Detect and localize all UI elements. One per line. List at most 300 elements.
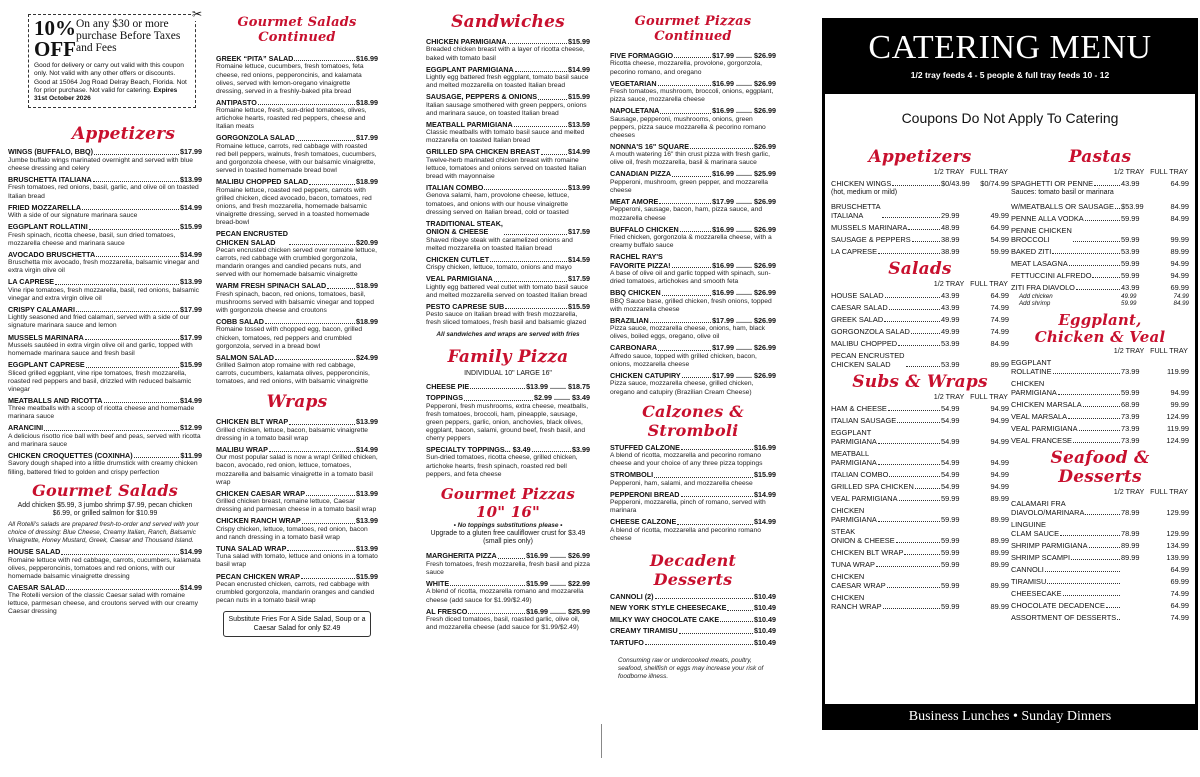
catering-row [831,428,1009,446]
catering-row [1011,499,1189,517]
catering-item [1011,214,1121,223]
dot-leader [885,297,940,298]
catering-item [1011,541,1121,550]
half-tray-price: 59.99 [1121,234,1140,244]
half-tray-price: 59.99 [941,535,960,545]
menu-item [610,604,776,612]
menu-item-header [8,424,202,432]
dot-leader [897,422,940,423]
menu-item [426,383,590,391]
menu-item-price: $15.99 [568,92,590,102]
full-tray-price: 94.99 [990,481,1009,491]
dot-leader [484,189,567,190]
full-tray-price: 94.99 [990,457,1009,467]
wraps-list [216,418,378,605]
dot-leader [681,449,753,450]
catering-row [831,315,1009,324]
menu-item-description: BBQ Sauce base, grilled chicken, fresh onions, topped with mozzarella cheese [610,297,772,313]
section-title-sandwiches: Sandwiches [451,12,565,32]
full-tray-header: FULL TRAY [970,278,1008,288]
catering-item [1011,520,1121,538]
menu-item [426,552,590,577]
catering-item [1011,601,1121,610]
menu-item-description: A blend of ricotta, mozzarella and pecorino romano cheese and your choice of any three pizza toppings [610,452,763,468]
half-tray-price: 54.99 [941,481,960,491]
menu-item [8,452,202,477]
dot-leader [883,608,940,609]
menu-item-header [8,251,202,259]
catering-item [1011,613,1121,622]
dot-leader [327,288,355,289]
catering-item [831,404,941,413]
menu-item-name: CHICKEN CATUPIRY [610,371,681,381]
half-tray-price: 54.99 [941,436,960,446]
catering-row [1011,226,1189,244]
menu-item-header [8,548,202,556]
catering-row [1011,613,1189,622]
dot-leader [1115,208,1120,209]
full-tray-price: 94.99 [990,415,1009,425]
menu-item-header [610,289,776,297]
dot-leader [908,229,940,230]
dot-leader [1068,418,1120,419]
menu-item-price: $13.99 ........ $18.75 [526,381,590,391]
half-tray-price: 48.99 [941,222,960,232]
menu-item-name: BRUSCHETTA ITALIANA [8,175,92,185]
catering-item-name: LINGUINE CLAM SAUCE [1011,519,1060,538]
half-tray-price: 59.99 [941,493,960,503]
full-tray-price: 89.99 [990,493,1009,503]
dot-leader [889,476,940,477]
menu-item-description: Breaded chicken breast with a layer of ricotta cheese, baked with tomato basil [426,46,585,62]
menu-item-price: $14.99 [754,517,776,527]
full-tray-header: FULL TRAY [1150,345,1188,355]
catering-item-name: VEAL MARSALA [1011,411,1067,421]
catering-row [831,339,1009,348]
catering-item-name: TIRAMISU [1011,576,1047,586]
full-tray-price: 74.99 [990,302,1009,312]
full-tray-price: 94.99 [990,403,1009,413]
menu-item [610,616,776,624]
dot-leader [505,308,567,309]
menu-item [610,107,776,140]
menu-item-header [610,107,776,115]
menu-item-price: $14.99 [356,444,378,454]
menu-item-header [426,394,590,402]
dot-leader [1073,442,1120,443]
menu-item-name: CHICKEN RANCH WRAP [216,516,301,526]
dot-leader [265,323,355,324]
menu-item-description: Lightly egg battered veal cutlet with tomato basil sauce and melted mozzarella served on toasted Italian bread [426,283,589,299]
half-tray-price: 73.99 [1121,435,1140,445]
catering-item [831,235,941,244]
gourmet-pizzas-list [426,552,590,632]
menu-item-name: STUFFED CALZONE [610,442,680,452]
dot-leader [1060,535,1120,536]
sandwiches-fries-note: All sandwiches and wraps are served with fries [436,331,580,339]
menu-item [8,148,202,173]
menu-item-price: $13.59 [568,119,590,129]
full-tray-price: 64.99 [1170,179,1189,188]
menu-item [8,334,202,359]
menu-item-header [426,121,590,129]
catering-row [1011,412,1189,421]
catering-item [1011,589,1121,598]
menu-item-price: $24.99 [356,352,378,362]
full-tray-header: FULL TRAY [1150,167,1188,176]
catering-row [1011,565,1189,574]
menu-item-header [610,344,776,352]
full-tray-price: 124.99 [1166,435,1189,445]
dot-leader [878,443,940,444]
menu-item-price: $17.99 ........ $26.99 [712,315,776,325]
catering-item-name: VEAL FRANCESE [1011,435,1072,445]
menu-item [610,639,776,647]
menu-item [610,52,776,77]
catering-item-name: VEAL PARMIGIANA [1011,423,1078,433]
dot-leader [645,644,753,645]
menu-item-name: NONNA'S 16" SQUARE [610,141,690,151]
menu-item-name: LA CAPRESE [8,277,55,287]
catering-item-name: GREEK SALAD [831,314,884,324]
menu-item-price: $10.49 [754,591,776,601]
dot-leader [658,350,711,351]
dot-leader [681,496,754,497]
menu-item-description: Lightly egg battered fresh eggplant, tomato basil sauce and melted mozzarella on toasted Italian bread [426,74,589,90]
menu-item-description: Lightly seasoned and fried calamari, served with a side of our signature marinara sauce and lemon [8,314,190,330]
dot-leader [269,451,355,452]
dot-leader [1047,583,1120,584]
full-tray-price: 89.99 [1170,246,1189,256]
catering-item [831,572,941,590]
menu-item-description: With a side of our signature marinara sauce [8,212,138,220]
menu-item-description: Pecan encrusted chicken served over romaine lettuce, carrots, red cabbage with crumbled gorgonzola, mandarin oranges and candied pecans nuts, and served with our homemade balsamic vinaigrette [216,246,377,279]
dot-leader [302,523,355,524]
menu-item-name: MEATBALLS AND RICOTTA [8,395,103,405]
dot-leader [258,104,355,105]
section-title-calzones: Calzones & Stromboli [642,401,744,440]
menu-item-description: Pepperoni, fresh mushrooms, extra cheese, meatballs, fresh tomatoes, broccoli, ham, pineapple, sausage, green peppers, garlic, onion, anchovies, black olives, eggplant, bacon, salami, ground beef, fresh basil, and cherry peppers [426,402,589,442]
dot-leader [1117,619,1120,620]
coupon-discount: 10% OFF [34,16,76,61]
dot-leader [1071,559,1120,560]
catering-item-name: SHRIMP SCAMPI [1011,552,1070,562]
menu-item-price: $2.99 ........ $3.49 [534,393,590,403]
catering-item [831,494,941,503]
menu-item-description: Grilled chicken, lettuce, bacon, balsamic vinaigrette dressing in a tomato basil wrap [216,426,369,442]
catering-item-name: CHICKEN PARMIGIANA [1011,378,1057,397]
dot-leader [541,154,567,155]
menu-item-description: Fresh tomatoes, fresh mozzarella, fresh basil and pizza sauce [426,560,590,576]
menu-item-header [8,204,202,212]
menu-item-description: Vine ripe tomatoes, fresh mozzarella, basil, red onions, balsamic vinegar and extra virgin olive oil [8,286,199,302]
full-tray-price: $0/74.99 [980,179,1009,188]
menu-item-header [610,491,776,499]
catering-item [831,527,941,545]
catering-size-headers [1011,487,1189,496]
menu-item-name: CHICKEN CUTLET [426,254,490,264]
menu-item-header [426,66,590,74]
menu-item-name: NEW YORK STYLE CHEESECAKE [610,603,727,613]
full-tray-price: 64.99 [1170,564,1189,574]
menu-item-name: WHITE [426,579,450,589]
full-tray-price: 129.99 [1166,507,1189,517]
scissors-icon: ✂ [191,7,202,21]
full-tray-price: 64.99 [990,290,1009,300]
half-tray-price: 59.99 [1121,387,1140,397]
catering-row [831,506,1009,524]
menu-item-name: BBQ CHICKEN [610,288,661,298]
menu-item-description: Alfredo sauce, topped with grilled chicken, bacon, onions, mozzarella cheese [610,352,757,368]
catering-row [831,560,1009,569]
menu-item-description: Shaved ribeye steak with caramelized onions and melted mozzarella on toasted Italian bread [426,236,573,252]
menu-item [426,256,590,273]
menu-item-header [426,93,590,101]
menu-column-4 [610,0,776,777]
menu-item-name: CRISPY CALAMARI [8,304,75,314]
dot-leader [301,578,355,579]
half-tray-price: 43.99 [941,302,960,312]
menu-item-header [610,253,776,270]
catering-item [831,416,941,425]
menu-item-description: Tuna salad with tomato, lettuce and onions in a tomato basil wrap [216,553,378,569]
catering-item-name: ZITI FRA DIAVOLO [1011,282,1075,292]
catering-row [1011,247,1189,256]
menu-item-name: SAUSAGE, PEPPERS & ONIONS [426,92,538,102]
menu-item-description: Sliced grilled eggplant, vine ripe tomatoes, fresh mozzarella, roasted red peppers and basil, drizzled with reduced balsamic vinegar [8,369,192,393]
menu-item-name: WARM FRESH SPINACH SALAD [216,281,327,291]
catering-note: (hot, medium or mild) [831,189,898,196]
dot-leader [888,410,940,411]
menu-item-description: Twelve-herb marinated chicken breast with romaine lettuce, tomatoes and onions served on toasted Italian bread with mayonnaise [426,156,587,180]
catering-row [831,327,1009,336]
catering-item-name: GORGONZOLA SALAD [831,326,910,336]
half-tray-header: 1/2 TRAY [1113,486,1145,496]
menu-item-description: Pizza sauce, mozzarella cheese, onions, ham, black olives, boiled eggs, oregano, olive oil [610,325,766,341]
menu-item [216,318,378,351]
menu-item [426,394,590,443]
desserts-list [610,593,776,647]
menu-item [610,143,776,168]
menu-item-price: $13.99 [180,175,202,185]
catering-row [1011,589,1189,598]
dot-leader [514,126,567,127]
dot-leader [1045,571,1120,572]
catering-item-name: SHRIMP PARMIGIANA [1011,540,1088,550]
menu-item-header [216,134,378,142]
catering-row [1011,424,1189,433]
menu-item [610,372,776,397]
dot-leader [515,71,567,72]
menu-item-header [216,573,378,581]
menu-item-header [610,639,776,647]
catering-item [1011,247,1121,256]
dot-leader [878,521,940,522]
menu-item-name: HOUSE SALAD [8,547,61,557]
half-tray-price: 59.99 [941,559,960,569]
catering-item [831,449,941,467]
catering-row [831,351,1009,369]
menu-item [610,627,776,635]
catering-item-name: CALAMARI FRA DIAVOLO/MARINARA [1011,498,1085,517]
menu-item-price: $14.99 [180,582,202,592]
menu-item-description: Mussels sautéed in extra virgin olive oil and garlic, topped with homemade marinara sauce and fresh basil [8,341,193,358]
catering-item-name: LA CAPRESE [831,246,878,256]
menu-item-name: NAPOLETANA [610,106,660,116]
dot-leader [93,181,179,182]
catering-row [831,202,1009,220]
menu-item [426,38,590,63]
catering-note: Sauces: tomato basil or marinara [1011,189,1114,196]
fries-substitute-note: Substitute Fries For A Side Salad, Soup or a Caesar Salad for only $2.49 [223,611,371,637]
full-tray-header: FULL TRAY [970,391,1008,401]
dot-leader [679,633,753,634]
menu-item [426,121,590,146]
catering-row [1011,358,1189,376]
menu-item-header [426,446,590,454]
catering-size-headers [831,279,1009,288]
catering-item-name: ASSORTMENT OF DESSERTS [1011,612,1117,622]
menu-item-price: $14.99 [754,489,776,499]
menu-item-header [426,608,590,616]
catering-item [831,179,941,188]
section-title-pizzas-continued: Gourmet Pizzas Continued [634,14,752,44]
menu-item-name: BUFFALO CHICKEN [610,224,679,234]
catering-row [831,303,1009,312]
pizzas-continued-list [610,52,776,397]
menu-item [610,253,776,286]
full-tray-price: 94.99 [990,469,1009,479]
menu-item-description: A mouth watering 16" thin crust pizza with fresh garlic, olive oil, fresh mozzarella, basil & marinara sauce [610,151,770,167]
menu-item [610,593,776,601]
catering-item [1011,436,1121,445]
dot-leader [654,477,753,478]
menu-item-price: $18.99 [356,317,378,326]
menu-item-name: PESTO CAPRESE SUB [426,301,505,311]
menu-item-header [610,593,776,601]
half-tray-header: 1/2 TRAY [1113,345,1145,355]
catering-item-name: CAESAR SALAD [831,302,888,312]
menu-item-price: $14.99 [180,202,202,212]
menu-item [610,198,776,223]
dot-leader [680,231,711,232]
half-tray-header: 1/2 TRAY [933,278,965,288]
catering-item-name: CHICKEN WINGS [831,179,892,188]
menu-item-header [610,471,776,479]
menu-item-header [426,275,590,283]
menu-item-name: FIVE FORMAGGIO [610,51,674,60]
menu-item [216,573,378,606]
catering-left-column [831,144,1009,625]
menu-item-header [8,148,202,156]
menu-item-header [8,397,202,405]
menu-item [610,518,776,543]
menu-item-header [610,604,776,612]
dot-leader [66,589,179,590]
catering-item-name: CHICKEN MARSALA [1011,399,1082,409]
full-tray-price: 119.99 [1166,366,1189,376]
half-tray-price: 73.99 [1121,366,1140,376]
menu-item-price: $15.99 [754,470,776,480]
menu-item-name: GORGONZOLA SALAD [216,133,295,143]
catering-item [831,303,941,312]
catering-item [831,202,941,220]
menu-item-name: TRADITIONAL STEAK, ONION & CHEESE [426,218,503,237]
catering-item [1011,226,1121,244]
menu-item-description: Savory dough shaped into a little drumstick with creamy chicken filling, battered fried to golden and crispy perfection [8,460,198,476]
menu-item-header [610,616,776,624]
menu-item-name: PECAN CHICKEN WRAP [216,571,300,581]
dot-leader [896,542,940,543]
menu-item-description: Grilled chicken breast, romaine lettuce, Caesar dressing and parmesan cheese in a tomato basil wrap [216,498,377,514]
catering-row [1011,541,1189,550]
menu-item-price: $15.99 [356,571,378,581]
half-tray-price: 43.99 [941,290,960,300]
menu-item-name: TOPPINGS [426,393,464,403]
menu-item-price: $17.99 ........ $26.99 [712,371,776,381]
menu-item-name: VEGETARIAN [610,78,657,88]
menu-item-header [426,256,590,264]
full-tray-price: 69.99 [1170,282,1189,292]
catering-item [831,470,941,479]
menu-item-price: $17.99 ........ $26.99 [712,197,776,207]
menu-item-name: MEATBALL PARMIGIANA [426,119,513,129]
dot-leader [727,610,753,611]
menu-item-description: A blend of ricotta, mozzarella and pecorino romano cheese [610,526,761,542]
catering-row [1011,259,1189,268]
catering-item-name: VEAL PARMIGIANA [831,493,898,503]
section-title-wraps: Wraps [266,392,328,413]
menu-item-description: Jumbe buffalo wings marinated overnight and served with blue cheese dressing and celery [8,156,194,172]
food-safety-warning: Consuming raw or undercooked meats, poultry, seafood, shellfish or eggs may increase your risk of foodborne illness. [618,656,764,680]
full-tray-price: 89.99 [990,580,1009,590]
menu-item-price: $15.99 [180,360,202,370]
dot-leader [538,99,567,100]
menu-item-header [610,226,776,234]
menu-item-header [216,545,378,553]
full-tray-price: 54.99 [990,234,1009,244]
menu-item-price: $15.59 [568,301,590,311]
dot-leader [498,558,525,559]
menu-column-3 [426,0,590,777]
menu-item [610,317,776,342]
dot-leader [1083,406,1120,407]
menu-item [426,184,590,217]
dot-leader [306,495,355,496]
menu-item [426,608,590,633]
half-tray-price: 59.99 [1121,270,1140,280]
menu-item-header [8,361,202,369]
catering-right-column [1011,144,1189,625]
catering-row [1011,283,1189,292]
menu-item-header [8,176,202,184]
menu-item-name: CHICKEN CAESAR WRAP [216,488,306,498]
menu-item-description: Crispy chicken, lettuce, tomato, onions and mayo [426,264,572,272]
catering-item-name: TUNA WRAP [831,559,875,569]
full-tray-price: 59.99 [990,246,1009,256]
catering-row [831,235,1009,244]
menu-item-price: $13.99 [356,417,378,427]
catering-item-name: W/MEATBALLS OR SAUSAGE [1011,201,1114,211]
menu-item-header [426,303,590,311]
catering-body [822,94,1198,730]
menu-item-name: BRAZILIAN [610,315,649,325]
menu-item-name: EGGPLANT CAPRESE [8,360,85,370]
catering-row [831,179,1009,188]
dot-leader [275,359,355,360]
menu-item-price: $14.59 [568,254,590,264]
menu-item-name: EGGPLANT ROLLATINI [8,222,88,232]
